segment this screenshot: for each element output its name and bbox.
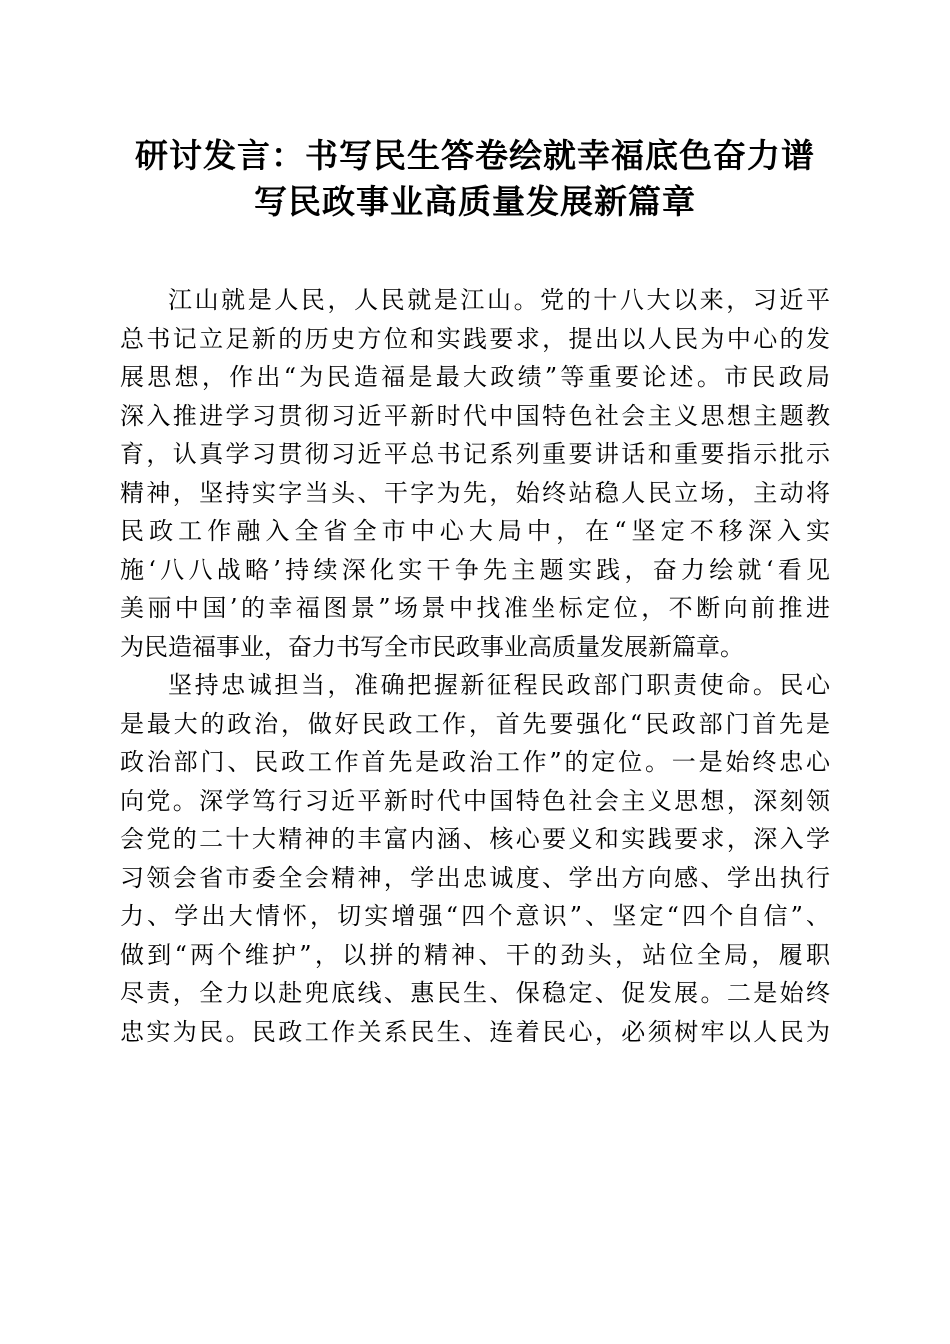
paragraph-line: 政治部门、民政工作首先是政治工作”的定位。一是始终忠心 — [120, 748, 830, 776]
paragraph-line: 是最大的政治，做好民政工作，首先要强化“民政部门首先是 — [120, 709, 830, 738]
document-body — [120, 281, 830, 1051]
paragraph-line: 美丽中国’的幸福图景”场景中找准坐标定位，不断向前推进 — [120, 594, 830, 622]
paragraph-1 — [120, 281, 830, 666]
title-line-1: 研讨发言：书写民生答卷绘就幸福底色奋力谱 — [135, 136, 815, 175]
paragraph-line: 向党。深学笃行习近平新时代中国特色社会主义思想，深刻领 — [120, 786, 830, 815]
paragraph-line: 江山就是人民，人民就是江山。党的十八大以来，习近平 — [168, 286, 830, 314]
paragraph-line: 总书记立足新的历史方位和实践要求，提出以人民为中心的发 — [120, 324, 830, 353]
document-title — [110, 133, 840, 225]
paragraph-2 — [120, 666, 830, 1051]
paragraph-line: 会党的二十大精神的丰富内涵、核心要义和实践要求，深入学 — [120, 825, 830, 853]
paragraph-line: 展思想，作出“为民造福是最大政绩”等重要论述。市民政局 — [120, 363, 830, 391]
paragraph-line: 忠实为民。民政工作关系民生、连着民心，必须树牢以人民为 — [120, 1017, 830, 1046]
paragraph-line: 尽责，全力以赴兜底线、惠民生、保稳定、促发展。二是始终 — [120, 979, 830, 1007]
paragraph-line: 力、学出大情怀，切实增强“四个意识”、坚定“四个自信”、 — [120, 902, 830, 930]
paragraph-line: 为民造福事业，奋力书写全市民政事业高质量发展新篇章。 — [120, 632, 744, 661]
paragraph-line: 精神，坚持实字当头、干字为先，始终站稳人民立场，主动将 — [120, 478, 830, 507]
paragraph-line: 民政工作融入全省全市中心大局中，在“坚定不移深入实 — [120, 517, 830, 545]
paragraph-line: 做到“两个维护”，以拼的精神、干的劲头，站位全局，履职 — [120, 940, 830, 969]
paragraph-line: 施‘八八战略’持续深化实干争先主题实践，奋力绘就‘看见 — [120, 555, 830, 584]
paragraph-line: 坚持忠诚担当，准确把握新征程民政部门职责使命。民心 — [168, 671, 830, 699]
paragraph-line: 习领会省市委全会精神，学出忠诚度、学出方向感、学出执行 — [120, 863, 830, 892]
paragraph-line: 深入推进学习贯彻习近平新时代中国特色社会主义思想主题教 — [120, 401, 830, 430]
paragraph-line: 育，认真学习贯彻习近平总书记系列重要讲话和重要指示批示 — [120, 440, 830, 468]
title-line-2: 写民政事业高质量发展新篇章 — [254, 182, 696, 221]
